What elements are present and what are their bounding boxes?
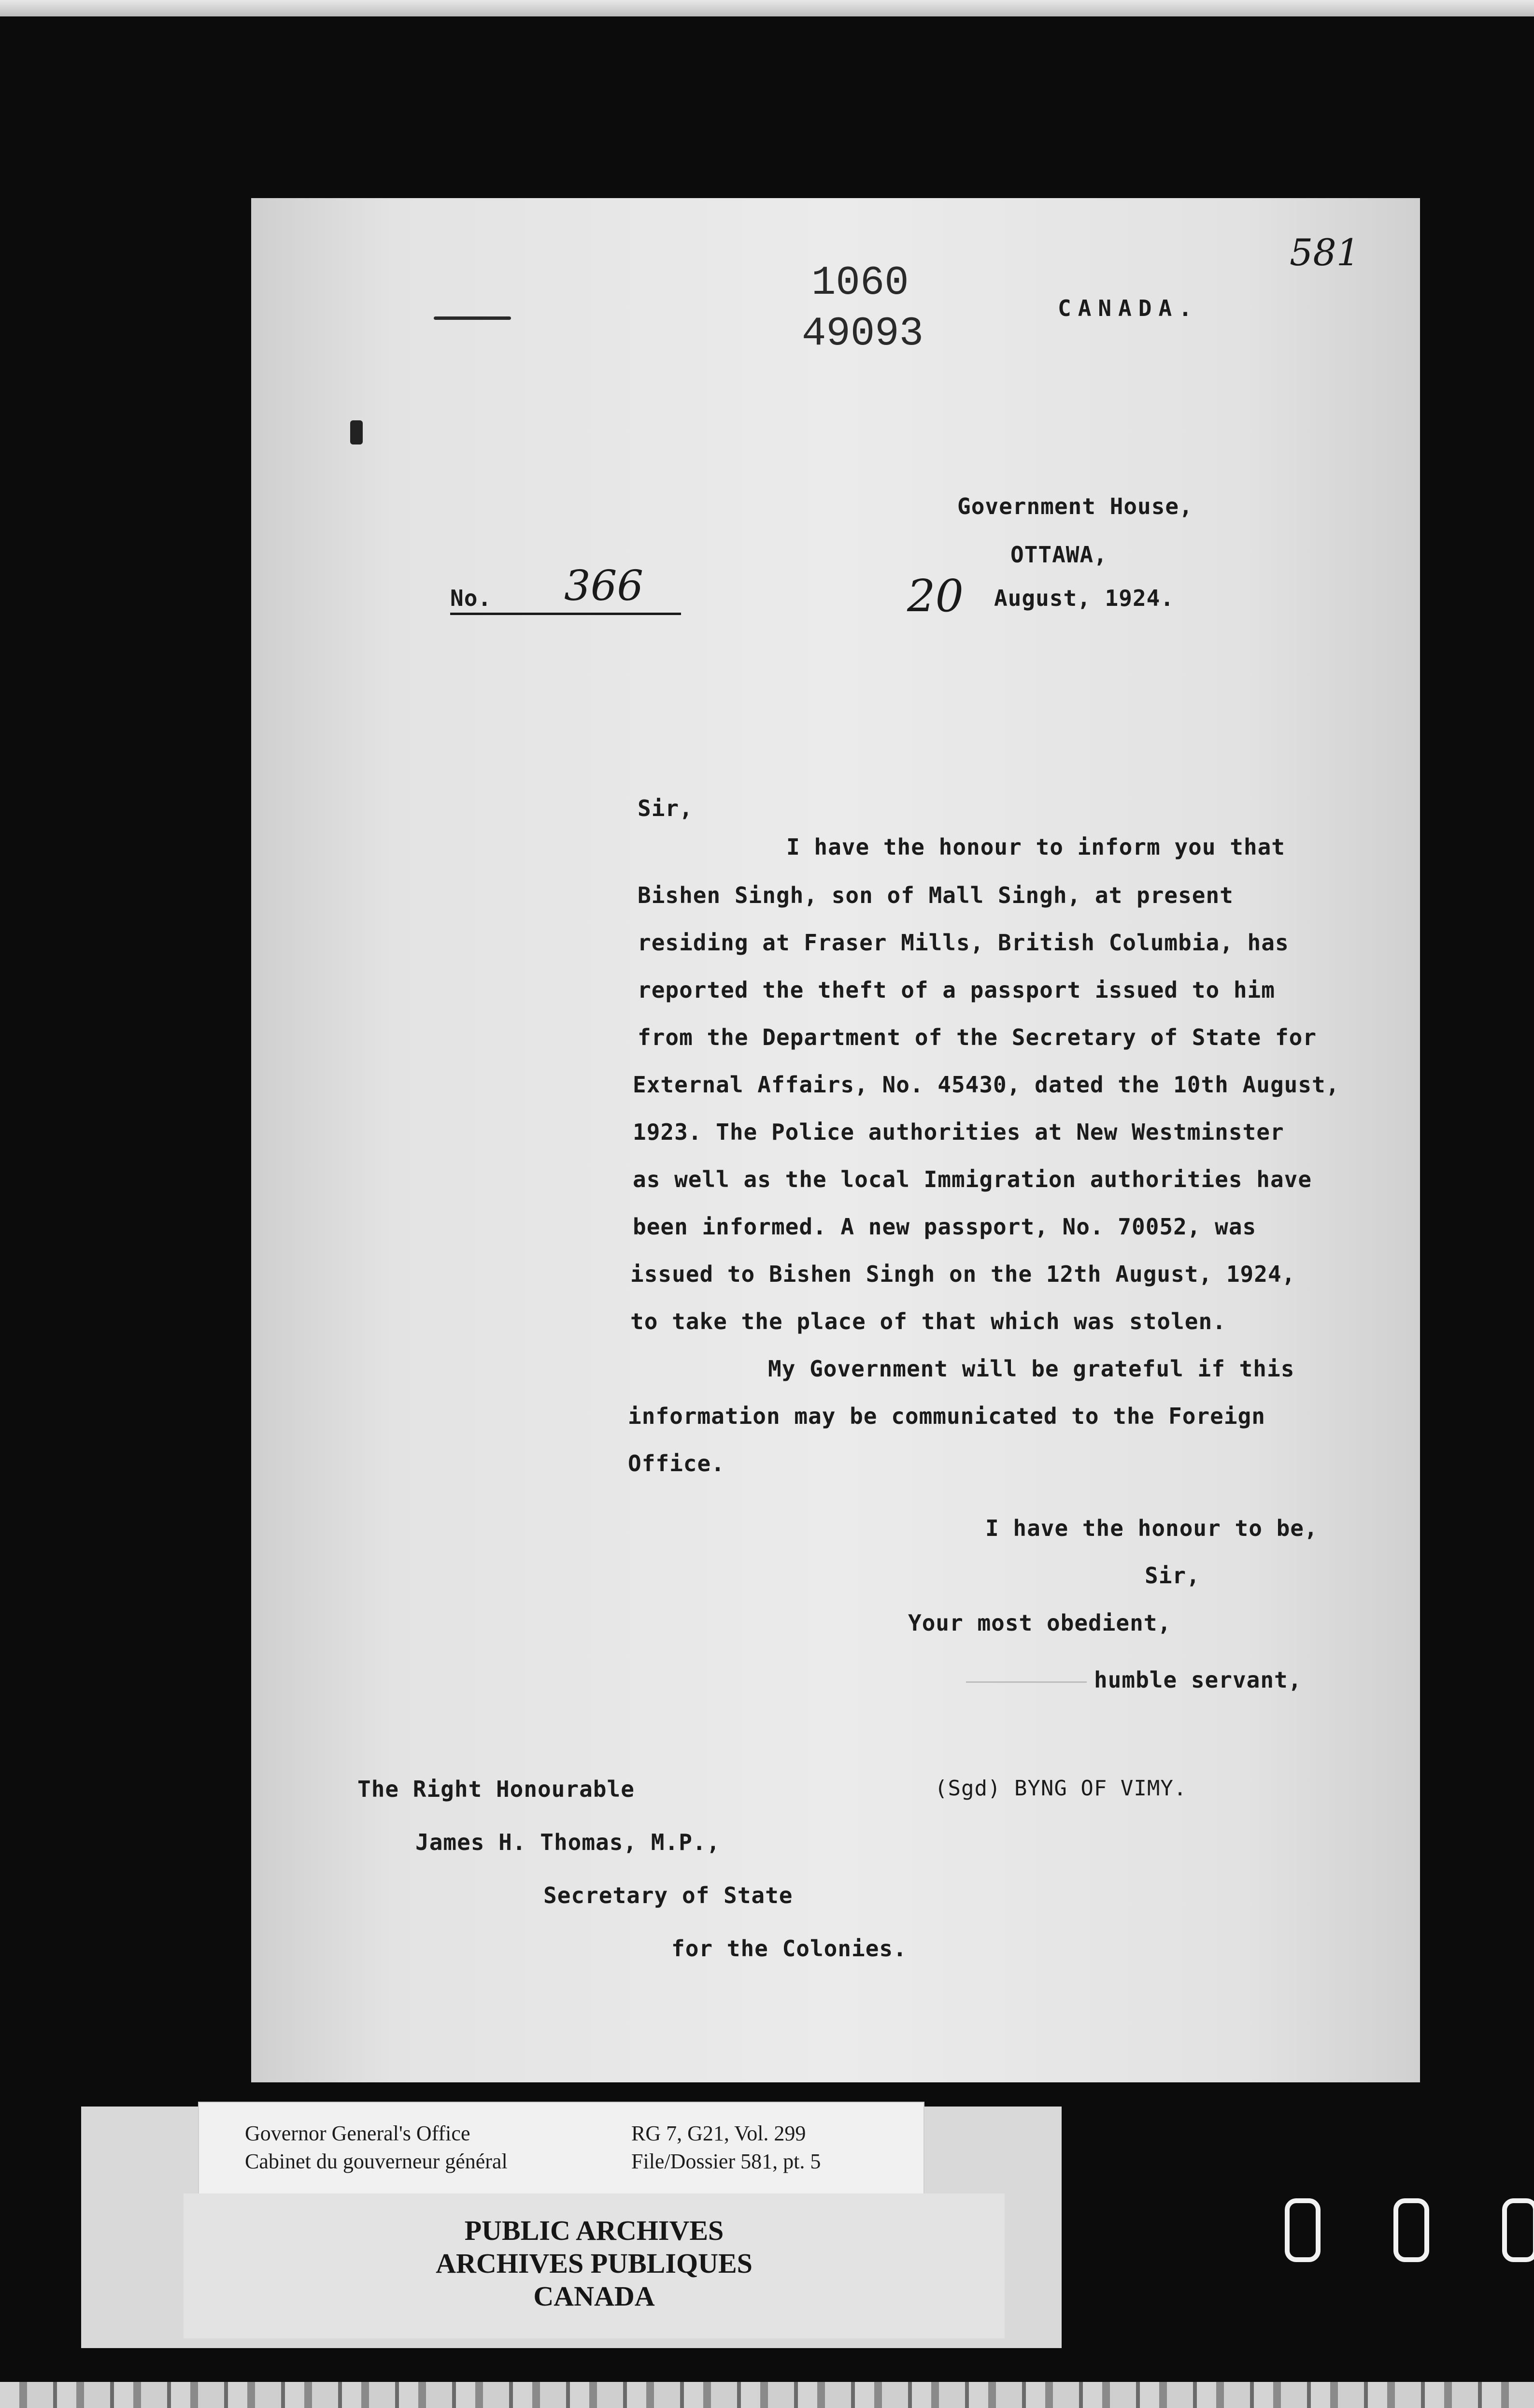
office-french: Cabinet du gouverneur général: [245, 2150, 508, 2173]
number-label: No.: [450, 585, 492, 611]
film-frame-marker-1: [1285, 2198, 1321, 2262]
archive-reference-card: [198, 2102, 924, 2195]
archives-line-1: PUBLIC ARCHIVES: [464, 2215, 724, 2246]
body-line-3: residing at Fraser Mills, British Columbia, has: [638, 930, 1289, 956]
body-line-12: My Government will be grateful if this: [768, 1356, 1295, 1382]
film-edge-bottom: [0, 2382, 1534, 2408]
body-line-9: been informed. A new passport, No. 70052, was: [633, 1214, 1257, 1240]
closing-line-3: Your most obedient,: [908, 1610, 1172, 1636]
archives-line-3: CANADA: [533, 2280, 655, 2312]
date-text: August, 1924.: [994, 585, 1175, 611]
body-line-1: I have the honour to inform you that: [786, 834, 1285, 860]
letter-page: [251, 198, 1420, 2082]
number-value: 366: [564, 562, 644, 610]
addressee-line-4: for the Colonies.: [671, 1935, 907, 1962]
body-line-6: External Affairs, No. 45430, dated the 10th August,: [633, 1072, 1340, 1098]
country-heading: CANADA.: [1058, 295, 1199, 321]
body-line-13: information may be communicated to the Foreign: [628, 1403, 1265, 1429]
addressee-line-1: The Right Honourable: [357, 1776, 635, 1802]
film-frame-marker-3: [1502, 2198, 1534, 2262]
file-reference: File/Dossier 581, pt. 5: [631, 2150, 821, 2173]
address-line-1: Government House,: [957, 493, 1193, 519]
public-archives-stamp: [184, 2193, 1005, 2338]
addressee-line-3: Secretary of State: [543, 1882, 793, 1908]
body-line-5: from the Department of the Secretary of State for: [638, 1024, 1317, 1050]
body-line-11: to take the place of that which was stolen.: [630, 1308, 1226, 1334]
record-group: RG 7, G21, Vol. 299: [631, 2121, 806, 2145]
closing-line-1: I have the honour to be,: [985, 1515, 1318, 1541]
body-line-7: 1923. The Police authorities at New Westminster: [633, 1119, 1284, 1145]
film-frame-marker-2: [1393, 2198, 1429, 2262]
salutation: Sir,: [638, 795, 693, 821]
body-line-8: as well as the local Immigration authorities have: [633, 1166, 1312, 1192]
body-line-14: Office.: [628, 1450, 725, 1476]
stamp-number-bottom: 49093: [802, 311, 924, 357]
body-line-10: issued to Bishen Singh on the 12th August, 1924,: [630, 1261, 1296, 1287]
page-reference: 581: [1290, 231, 1360, 274]
date-day: 20: [907, 570, 964, 622]
signature-rule: [966, 1681, 1087, 1683]
closing-line-2: Sir,: [1145, 1562, 1200, 1589]
punch-mark: [350, 420, 363, 444]
stamp-number-top: 1060: [811, 260, 909, 306]
archives-line-2: ARCHIVES PUBLIQUES: [436, 2248, 753, 2279]
signature: (Sgd) BYNG OF VIMY.: [935, 1776, 1187, 1801]
addressee-line-2: James H. Thomas, M.P.,: [415, 1829, 721, 1855]
number-underline: [450, 613, 681, 615]
dash-mark: [434, 316, 511, 320]
body-line-4: reported the theft of a passport issued to him: [638, 977, 1275, 1003]
film-edge-top: [0, 0, 1534, 16]
body-line-2: Bishen Singh, son of Mall Singh, at present: [638, 882, 1234, 908]
address-line-2: OTTAWA,: [1010, 542, 1108, 568]
office-english: Governor General's Office: [245, 2121, 470, 2145]
closing-line-4: humble servant,: [1094, 1667, 1302, 1693]
